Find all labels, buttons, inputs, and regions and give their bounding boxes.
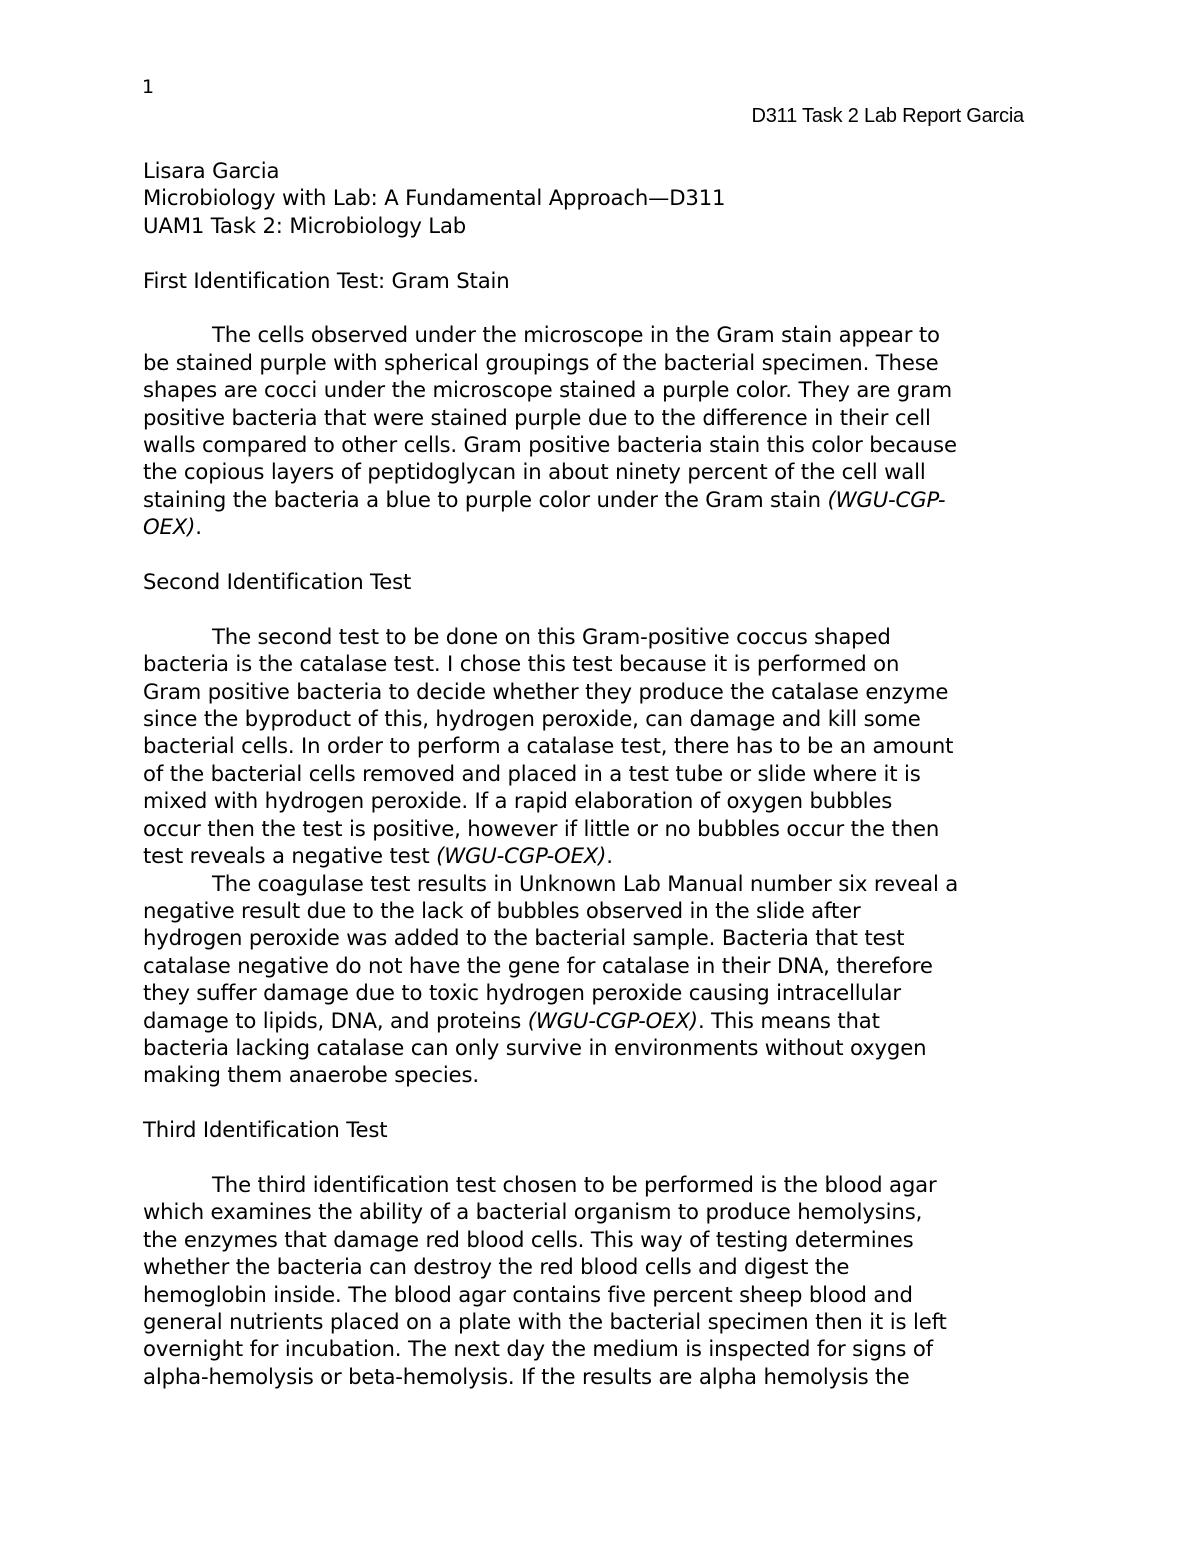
section-heading-second: Second Identification Test bbox=[143, 569, 412, 595]
blank-line bbox=[143, 541, 1073, 568]
paragraph-line bbox=[143, 513, 1073, 540]
running-header: D311 Task 2 Lab Report Garcia bbox=[751, 105, 1024, 127]
page-number: 1 bbox=[142, 76, 155, 98]
paragraph-line: walls compared to other cells. Gram positive bacteria stain this color because bbox=[143, 432, 957, 458]
paragraph-line: overnight for incubation. The next day the medium is inspected for signs of bbox=[143, 1336, 933, 1362]
paragraph-line: the copious layers of peptidoglycan in about ninety percent of the cell wall bbox=[143, 459, 926, 485]
paragraph-line: The second test to be done on this Gram-positive coccus shaped bbox=[212, 623, 891, 649]
paragraph-line: be stained purple with spherical groupings of the bacterial specimen. These bbox=[143, 349, 939, 375]
paragraph-text: . bbox=[195, 514, 202, 540]
paragraph-line: catalase negative do not have the gene for catalase in their DNA, therefore bbox=[143, 952, 933, 978]
paragraph-line: they suffer damage due to toxic hydrogen peroxide causing intracellular bbox=[143, 980, 901, 1006]
section-heading-third: Third Identification Test bbox=[143, 1117, 388, 1143]
paragraph-line: bacterial cells. In order to perform a catalase test, there has to be an amount bbox=[143, 733, 954, 759]
paragraph-line bbox=[143, 486, 1073, 513]
paragraph-line: hemoglobin inside. The blood agar contains five percent sheep blood and bbox=[143, 1281, 913, 1307]
paragraph-line: bacteria is the catalase test. I chose this test because it is performed on bbox=[143, 651, 900, 677]
blank-line bbox=[143, 595, 1073, 622]
paragraph-line: alpha-hemolysis or beta-hemolysis. If the results are alpha hemolysis the bbox=[143, 1363, 910, 1389]
paragraph-catalase-results bbox=[143, 870, 1073, 1089]
paragraph-line bbox=[143, 1007, 1073, 1034]
paragraph-line: making them anaerobe species. bbox=[143, 1062, 479, 1088]
blank-line bbox=[143, 1089, 1073, 1116]
paragraph-line: which examines the ability of a bacterial organism to produce hemolysins, bbox=[143, 1199, 923, 1225]
section-heading-first: First Identification Test: Gram Stain bbox=[143, 267, 510, 293]
paragraph-line: The cells observed under the microscope in the Gram stain appear to bbox=[212, 322, 940, 348]
paragraph-text: damage to lipids, DNA, and proteins bbox=[143, 1007, 528, 1033]
paragraph-line: Gram positive bacteria to decide whether they produce the catalase enzyme bbox=[143, 678, 949, 704]
paragraph-blood-agar bbox=[143, 1171, 1073, 1390]
author-name: Lisara Garcia bbox=[143, 158, 280, 183]
paragraph-line: occur then the test is positive, however if little or no bubbles occur the then bbox=[143, 815, 940, 841]
paragraph-line: The coagulase test results in Unknown Lab Manual number six reveal a bbox=[212, 870, 959, 896]
paragraph-text: staining the bacteria a blue to purple color under the Gram stain bbox=[143, 486, 828, 512]
course-title: Microbiology with Lab: A Fundamental Approach—D311 bbox=[143, 185, 726, 211]
paragraph-line bbox=[143, 842, 1073, 869]
paragraph-line: bacteria lacking catalase can only survive in environments without oxygen bbox=[143, 1034, 927, 1060]
blank-line bbox=[143, 239, 1073, 266]
paragraph-line: since the byproduct of this, hydrogen peroxide, can damage and kill some bbox=[143, 706, 921, 732]
paragraph-line: hydrogen peroxide was added to the bacterial sample. Bacteria that test bbox=[143, 925, 905, 951]
paragraph-text: . bbox=[606, 843, 613, 869]
paragraph-text: test reveals a negative test bbox=[143, 843, 437, 869]
paragraph-line: The third identification test chosen to be performed is the blood agar bbox=[212, 1171, 937, 1197]
paragraph-line: general nutrients placed on a plate with the bacterial specimen then it is left bbox=[143, 1308, 947, 1334]
paragraph-line: mixed with hydrogen peroxide. If a rapid elaboration of oxygen bubbles bbox=[143, 788, 893, 814]
paragraph-line: the enzymes that damage red blood cells. This way of testing determines bbox=[143, 1226, 914, 1252]
paragraph-line: whether the bacteria can destroy the red blood cells and digest the bbox=[143, 1254, 850, 1280]
citation: (WGU-CGP-OEX) bbox=[527, 1007, 698, 1033]
paragraph-line: of the bacterial cells removed and placed in a test tube or slide where it is bbox=[143, 760, 921, 786]
paragraph-gram-stain bbox=[143, 321, 1073, 540]
document-body bbox=[143, 157, 1073, 1390]
paragraph-line: shapes are cocci under the microscope stained a purple color. They are gram bbox=[143, 377, 952, 403]
blank-line bbox=[143, 294, 1073, 321]
blank-line bbox=[143, 1144, 1073, 1171]
task-title: UAM1 Task 2: Microbiology Lab bbox=[143, 212, 467, 238]
paragraph-text: . This means that bbox=[697, 1007, 880, 1033]
paragraph-line: positive bacteria that were stained purple due to the difference in their cell bbox=[143, 404, 931, 430]
citation: OEX) bbox=[143, 514, 196, 540]
paragraph-line: negative result due to the lack of bubbles observed in the slide after bbox=[143, 897, 861, 923]
citation: (WGU-CGP- bbox=[827, 486, 946, 512]
citation: (WGU-CGP-OEX) bbox=[436, 843, 607, 869]
paragraph-catalase bbox=[143, 623, 1073, 870]
